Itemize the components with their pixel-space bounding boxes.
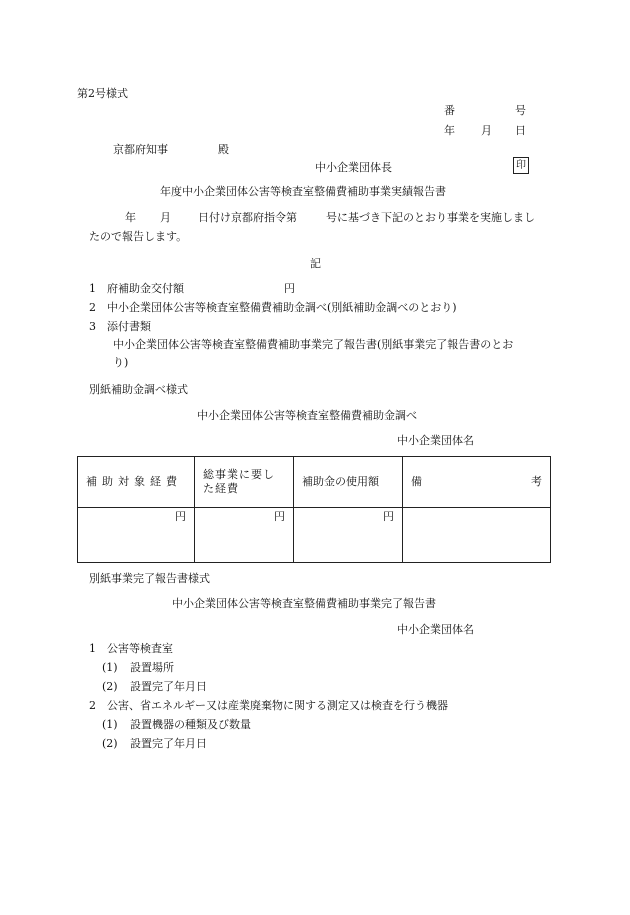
- section1-1-number: (1): [102, 661, 118, 674]
- item2-text: 中小企業団体公害等検査室整備費補助金調べ(別紙補助金調べのとおり): [107, 301, 457, 314]
- body-line1-b: 号に基づき下記のとおり事業を実施しまし: [326, 211, 535, 224]
- body-year: 年: [125, 211, 136, 224]
- form-number: 第2号様式: [77, 87, 128, 100]
- table-row: [78, 508, 551, 563]
- section1-number: 1: [89, 642, 96, 655]
- subsidy-table: [77, 456, 551, 563]
- section2-number: 2: [89, 699, 96, 712]
- seal-mark: 印: [513, 157, 529, 174]
- header-eligible-expenses: 補助対象経費: [78, 457, 195, 508]
- cell-total-project-cost: 円: [195, 508, 294, 563]
- item3-sub-line2: り): [113, 356, 129, 369]
- item3-number: 3: [89, 320, 96, 333]
- body-line1-a: 日付け京都府指令第: [198, 211, 297, 224]
- date-year: 年: [444, 124, 455, 137]
- section2-1-text: 設置機器の種類及び数量: [130, 718, 251, 731]
- header-subsidy-used: 補助金の使用額: [294, 457, 403, 508]
- sender: 中小企業団体長: [315, 161, 392, 174]
- item1-unit: 円: [284, 282, 295, 295]
- date-day: 日: [515, 124, 526, 137]
- item2-number: 2: [89, 301, 96, 314]
- report-title: 年度中小企業団体公害等検査室整備費補助事業実績報告書: [160, 185, 446, 198]
- number-ban: 番: [444, 104, 455, 117]
- body-line2: たので報告します。: [89, 230, 188, 243]
- addressee-honorific: 殿: [218, 143, 229, 156]
- header-remarks: [403, 457, 551, 508]
- ki-heading: 記: [310, 257, 321, 270]
- body-month: 月: [160, 211, 171, 224]
- number-go: 号: [515, 104, 526, 117]
- annex1-title: 中小企業団体公害等検査室整備費補助金調べ: [197, 409, 417, 422]
- item3-text: 添付書類: [107, 320, 151, 333]
- item1-label: 府補助金交付額: [107, 282, 184, 295]
- section2-1-number: (1): [102, 718, 118, 731]
- section2-2-text: 設置完了年月日: [130, 737, 207, 750]
- item1-number: 1: [89, 282, 96, 295]
- item3-sub-line1: 中小企業団体公害等検査室整備費補助事業完了報告書(別紙事業完了報告書のとお: [113, 338, 514, 351]
- section1-2-text: 設置完了年月日: [130, 680, 207, 693]
- remarks-char-1: 備: [411, 475, 422, 488]
- annex2-org: 中小企業団体名: [397, 623, 474, 636]
- section2-2-number: (2): [102, 737, 118, 750]
- cell-subsidy-used: 円: [294, 508, 403, 563]
- annex1-org: 中小企業団体名: [397, 434, 474, 447]
- cell-remarks: [403, 508, 551, 563]
- annex2-label: 別紙事業完了報告書様式: [89, 572, 210, 585]
- section1-1-text: 設置場所: [130, 661, 174, 674]
- cell-eligible-expenses: 円: [78, 508, 195, 563]
- header-total-project-cost: 総事業に要した経費: [195, 457, 294, 508]
- section1-2-number: (2): [102, 680, 118, 693]
- annex1-label: 別紙補助金調べ様式: [89, 383, 188, 396]
- annex2-title: 中小企業団体公害等検査室整備費補助事業完了報告書: [172, 597, 436, 610]
- addressee: 京都府知事: [113, 143, 168, 156]
- section1-text: 公害等検査室: [107, 642, 173, 655]
- remarks-char-2: 考: [531, 475, 542, 488]
- date-month: 月: [481, 124, 492, 137]
- table-header-row: [78, 457, 551, 508]
- section2-text: 公害、省エネルギー又は産業廃棄物に関する測定又は検査を行う機器: [107, 699, 448, 712]
